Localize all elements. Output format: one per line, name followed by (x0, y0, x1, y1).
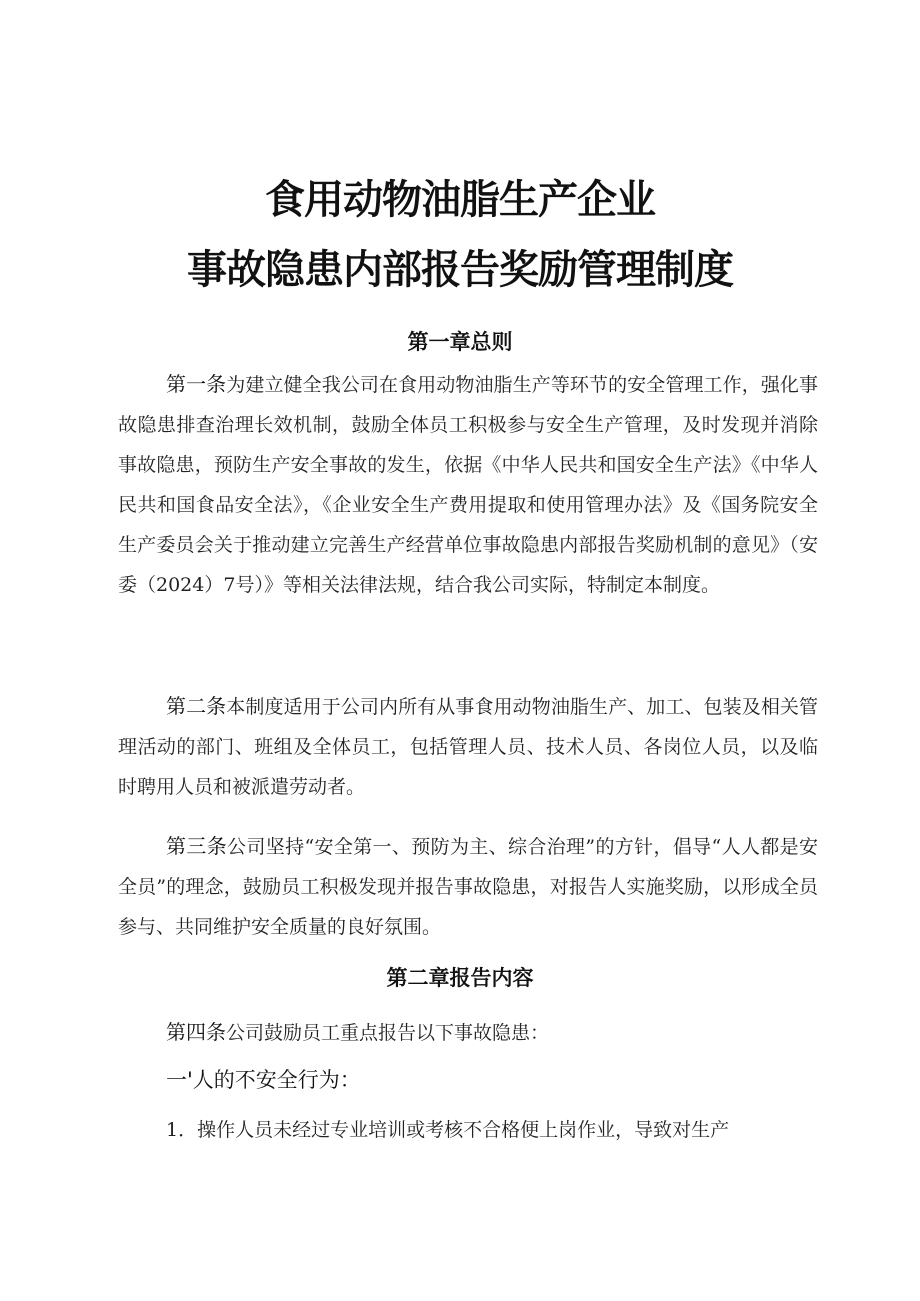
article-1-label: 第一条 (166, 372, 227, 396)
article-3 (118, 826, 818, 947)
article-1 (118, 364, 818, 605)
article-4-text: 公司鼓励员工重点报告以下事故隐患： (226, 1022, 550, 1044)
document-title-line-2: 事故隐患内部报告奖励管理制度 (187, 247, 733, 293)
section-heading-unsafe-behavior: 一'人的不安全行为： (166, 1068, 361, 1092)
list-item-1: 1．操作人员未经过专业培训或考核不合格便上岗作业，导致对生产 (166, 1119, 730, 1141)
article-4 (118, 1012, 818, 1053)
article-2-text: 本制度适用于公司内所有从事食用动物油脂生产、加工、包装及相关管理活动的部门、班组及全体员工，包括管理人员、技术人员、各岗位人员，以及临时聘用人员和被派遣劳动者。 (118, 696, 818, 798)
article-1-text: 为建立健全我公司在食用动物油脂生产等环节的安全管理工作，强化事故隐患排查治理长效机制，鼓励全体员工积极参与安全生产管理，及时发现并消除事故隐患，预防生产安全事故的发生，依据《中华人民共和国安全生产法》《中华人民共和国食品安全法》，《企业安全生产费用提取和使用管理办法》及《国务院安全生产委员会关于推动建立完善生产经营单位事故隐患内部报告奖励机制的意见》（安委（2024）7号）》等相关法律法规，结合我公司实际，特制定本制度。 (118, 374, 818, 596)
chapter-2-heading: 第二章报告内容 (386, 966, 534, 990)
article-3-label: 第三条 (166, 834, 228, 858)
article-2 (118, 686, 818, 807)
article-3-text: 公司坚持“安全第一、预防为主、综合治理”的方针，倡导“人人都是安全员”的理念，鼓励员工积极发现并报告事故隐患，对报告人实施奖励，以形成全员参与、共同维护安全质量的良好氛围。 (118, 836, 818, 938)
document-title-line-1: 食用动物油脂生产企业 (265, 177, 655, 223)
chapter-1-heading: 第一章总则 (407, 330, 513, 354)
article-4-label: 第四条 (166, 1020, 226, 1044)
article-2-label: 第二条 (166, 694, 227, 718)
